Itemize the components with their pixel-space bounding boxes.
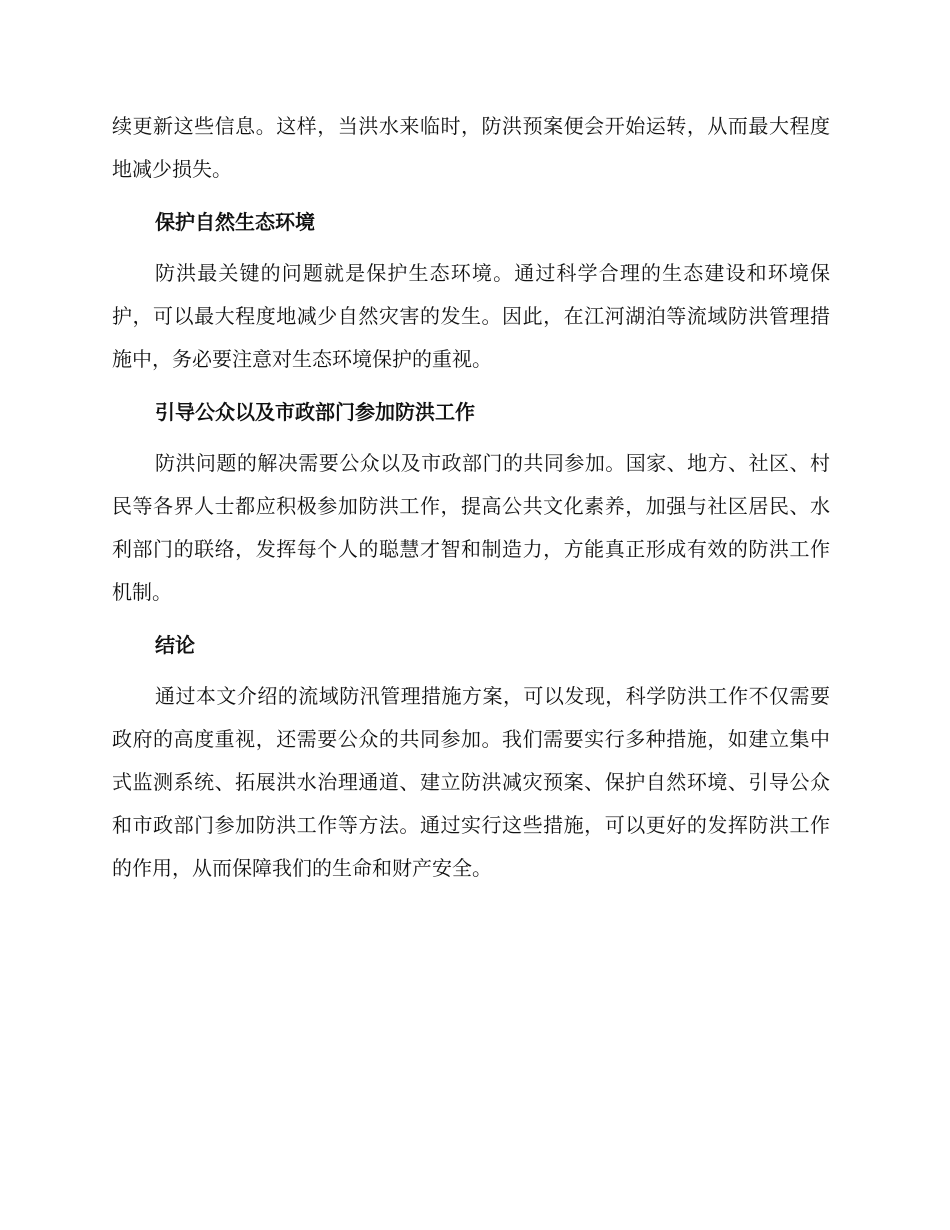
section-body-public-participation: 防洪问题的解决需要公众以及市政部门的共同参加。国家、地方、社区、村民等各界人士都应积极参加防洪工作，提高公共文化素养，加强与社区居民、水利部门的联络，发挥每个人的聪慧才智和制造力，方能真正形成有效的防洪工作机制。 <box>112 451 830 604</box>
section-heading-public-participation: 引导公众以及市政部门参加防洪工作 <box>155 400 475 424</box>
document-body <box>112 105 830 890</box>
section-body-ecology: 防洪最关键的问题就是保护生态环境。通过科学合理的生态建设和环境保护，可以最大程度地减少自然灾害的发生。因此，在江河湖泊等流域防洪管理措施中，务必要注意对生态环境保护的重视。 <box>112 261 830 371</box>
section-heading-conclusion: 结论 <box>155 633 195 657</box>
section-heading-ecology: 保护自然生态环境 <box>155 210 315 234</box>
intro-paragraph: 续更新这些信息。这样，当洪水来临时，防洪预案便会开始运转，从而最大程度地减少损失。 <box>112 114 830 181</box>
section-body-conclusion: 通过本文介绍的流域防汛管理措施方案，可以发现，科学防洪工作不仅需要政府的高度重视，还需要公众的共同参加。我们需要实行多种措施，如建立集中式监测系统、拓展洪水治理通道、建立防洪减灾预案、保护自然环境、引导公众和市政部门参加防洪工作等方法。通过实行这些措施，可以更好的发挥防洪工作的作用，从而保障我们的生命和财产安全。 <box>112 684 830 880</box>
